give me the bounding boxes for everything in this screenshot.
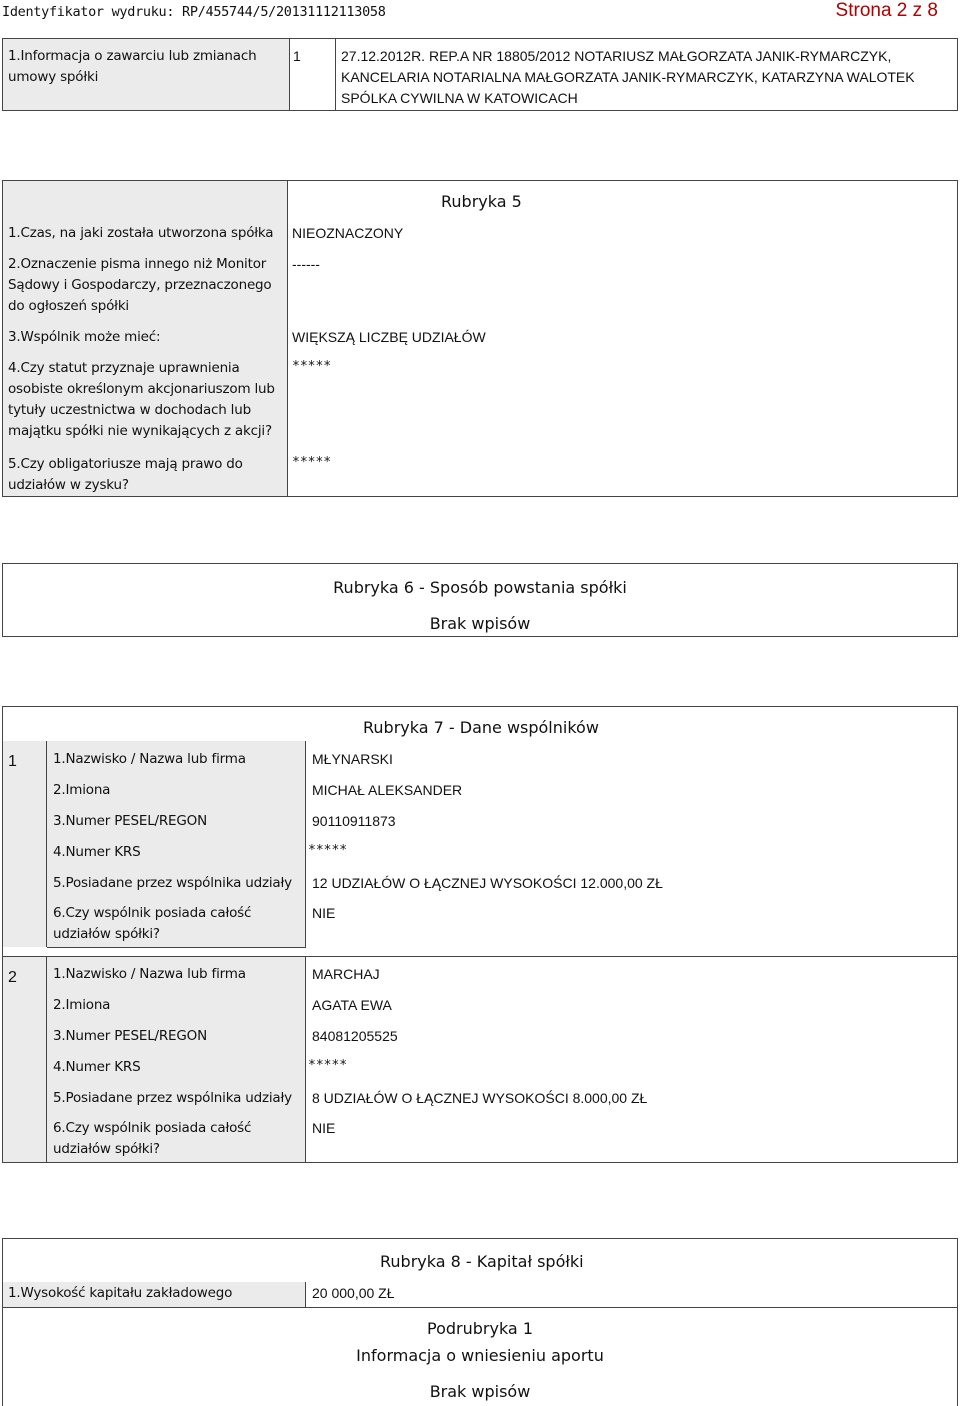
capital-label: 1.Wysokość kapitału zakładowego	[8, 1285, 233, 1301]
p2-value-2: AGATA EWA	[312, 997, 392, 1013]
r5-value-3: WIĘKSZĄ LICZBĘ UDZIAŁÓW	[292, 329, 486, 345]
top-table-label: 1.Informacja o zawarciu lub zmianach umowy spółki	[8, 48, 257, 85]
p2-label-5: 5.Posiadane przez wspólnika udziały	[53, 1090, 292, 1106]
r5-value-5: *****	[292, 455, 332, 470]
p1-value-5: 12 UDZIAŁÓW O ŁĄCZNEJ WYSOKOŚCI 12.000,00 ZŁ	[312, 875, 663, 891]
p1-label-5: 5.Posiadane przez wspólnika udziały	[53, 875, 292, 891]
rubryka5-title: Rubryka 5	[441, 192, 522, 211]
top-table-num: 1	[293, 48, 301, 64]
p1-value-4: *****	[308, 843, 348, 858]
capital-value: 20 000,00 ZŁ	[312, 1285, 395, 1301]
p1-value-2: MICHAŁ ALEKSANDER	[312, 782, 463, 798]
p1-label-1: 1.Nazwisko / Nazwa lub firma	[53, 751, 246, 767]
subsection-title-1: Podrubryka 1	[427, 1319, 533, 1338]
p2-label-2: 2.Imiona	[53, 997, 111, 1013]
subsection-title-2: Informacja o wniesieniu aportu	[356, 1346, 604, 1365]
p1-value-6: NIE	[312, 905, 336, 921]
r5-value-1: NIEOZNACZONY	[292, 225, 404, 241]
p1-value-3: 90110911873	[312, 813, 396, 829]
r5-label-2: 2.Oznaczenie pisma innego niż Monitor Sądowy i Gospodarczy, przeznaczonego do ogłoszeń spółki	[8, 256, 272, 314]
p2-value-4: *****	[308, 1058, 348, 1073]
partner2-num: 2	[8, 969, 17, 986]
p2-value-3: 84081205525	[312, 1028, 398, 1044]
capital-row-divider	[3, 1307, 957, 1308]
p2-value-5: 8 UDZIAŁÓW O ŁĄCZNEJ WYSOKOŚCI 8.000,00 ZŁ	[312, 1090, 648, 1106]
p1-value-1: MŁYNARSKI	[312, 751, 393, 767]
p2-label-6: 6.Czy wspólnik posiada całość udziałów spółki?	[53, 1120, 252, 1157]
p1-label-4: 4.Numer KRS	[53, 844, 141, 860]
rubryka6-empty: Brak wpisów	[429, 614, 531, 633]
r5-label-3: 3.Wspólnik może mieć:	[8, 329, 161, 345]
rubryka7-title: Rubryka 7 - Dane wspólników	[363, 718, 599, 737]
page-number: Strona 2 z 8	[835, 0, 938, 21]
p1-label-3: 3.Numer PESEL/REGON	[53, 813, 207, 829]
r5-value-4: *****	[292, 359, 332, 374]
partner1-num: 1	[8, 753, 17, 770]
p1-label-6: 6.Czy wspólnik posiada całość udziałów spółki?	[53, 905, 252, 942]
print-id: Identyfikator wydruku: RP/455744/5/20131112113058	[2, 4, 386, 20]
rubryka8-empty: Brak wpisów	[429, 1382, 531, 1401]
p2-value-6: NIE	[312, 1120, 336, 1136]
r5-label-4: 4.Czy statut przyznaje uprawnienia osobiste określonym akcjonariuszom lub tytuły uczestnictwa w dochodach lub majątku spółki nie wynikających z akcji?	[8, 360, 275, 439]
p2-label-4: 4.Numer KRS	[53, 1059, 141, 1075]
top-table-value: 27.12.2012R. REP.A NR 18805/2012 NOTARIUSZ MAŁGORZATA JANIK-RYMARCZYK, KANCELARIA NOTARIALNA MAŁGORZATA JANIK-RYMARCZYK, KATARZYNA WALOTEK SPÓLKA CYWILNA W KATOWICACH	[341, 48, 915, 106]
r5-label-5: 5.Czy obligatoriusze mają prawo do udziałów w zysku?	[8, 456, 243, 493]
rubryka8-title: Rubryka 8 - Kapitał spółki	[380, 1252, 584, 1271]
p1-label-2: 2.Imiona	[53, 782, 111, 798]
p2-label-3: 3.Numer PESEL/REGON	[53, 1028, 207, 1044]
p2-label-1: 1.Nazwisko / Nazwa lub firma	[53, 966, 246, 982]
r5-value-2: ------	[292, 256, 320, 272]
r5-label-1: 1.Czas, na jaki została utworzona spółka	[8, 225, 274, 241]
p2-value-1: MARCHAJ	[312, 966, 380, 982]
rubryka6-title: Rubryka 6 - Sposób powstania spółki	[333, 578, 627, 597]
